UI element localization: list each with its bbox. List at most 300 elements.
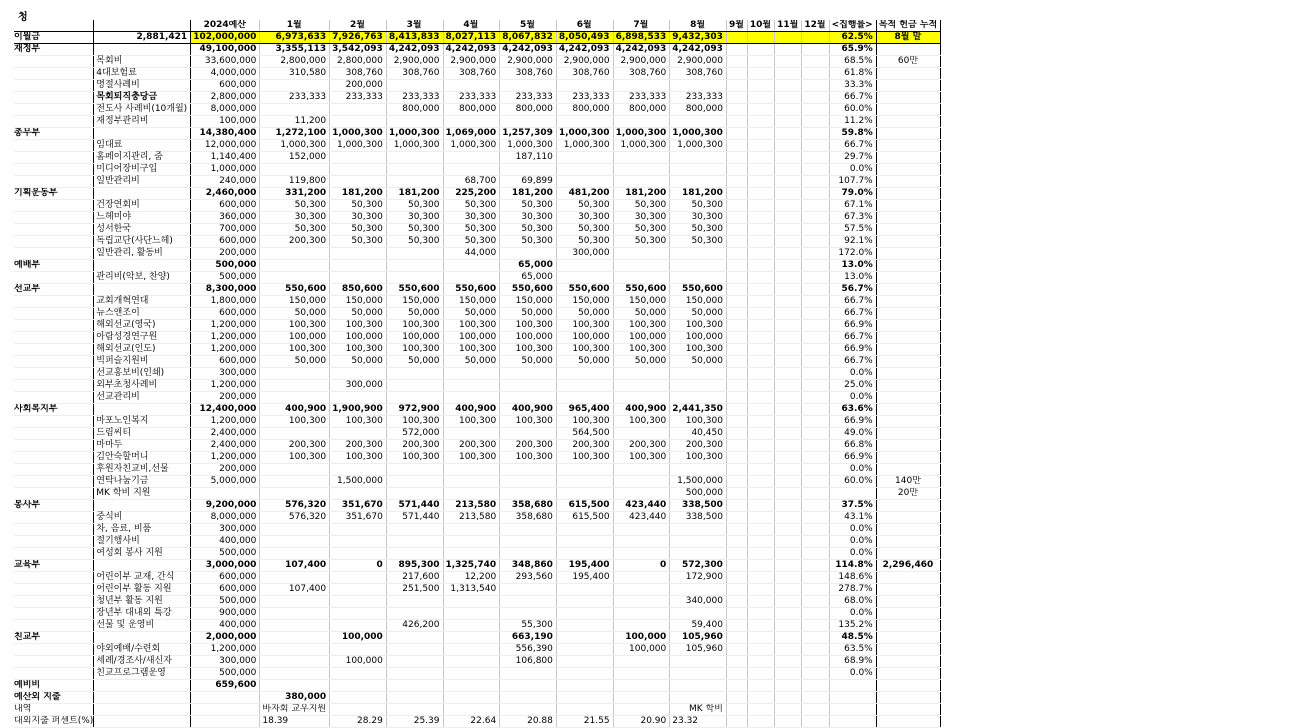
- value-cell[interactable]: [775, 476, 802, 488]
- value-cell[interactable]: [613, 668, 670, 680]
- value-cell[interactable]: [613, 368, 670, 380]
- value-cell[interactable]: 600,000: [191, 356, 260, 368]
- item-cell[interactable]: 목회퇴직충당금: [94, 92, 191, 104]
- value-cell[interactable]: [747, 44, 774, 56]
- value-cell[interactable]: [747, 644, 774, 656]
- value-cell[interactable]: 25.0%: [829, 380, 876, 392]
- value-cell[interactable]: 100,300: [556, 416, 613, 428]
- value-cell[interactable]: [443, 164, 500, 176]
- item-cell[interactable]: [94, 716, 191, 728]
- value-cell[interactable]: 172,900: [670, 572, 727, 584]
- value-cell[interactable]: [260, 392, 330, 404]
- value-cell[interactable]: 105,960: [670, 632, 727, 644]
- column-header[interactable]: 1월: [260, 20, 330, 32]
- value-cell[interactable]: 13.0%: [829, 260, 876, 272]
- value-cell[interactable]: [500, 488, 557, 500]
- value-cell[interactable]: [802, 248, 829, 260]
- value-cell[interactable]: 360,000: [191, 212, 260, 224]
- value-cell[interactable]: [613, 392, 670, 404]
- value-cell[interactable]: 181,200: [613, 188, 670, 200]
- value-cell[interactable]: 107,400: [260, 584, 330, 596]
- value-cell[interactable]: [556, 596, 613, 608]
- value-cell[interactable]: [876, 668, 940, 680]
- value-cell[interactable]: [775, 176, 802, 188]
- value-cell[interactable]: 600,000: [191, 308, 260, 320]
- item-cell[interactable]: 2,881,421: [94, 32, 191, 44]
- value-cell[interactable]: [775, 680, 802, 692]
- value-cell[interactable]: 233,333: [260, 92, 330, 104]
- value-cell[interactable]: 50,000: [330, 356, 387, 368]
- value-cell[interactable]: 50,300: [500, 224, 557, 236]
- item-cell[interactable]: 느헤미야: [94, 212, 191, 224]
- value-cell[interactable]: [747, 32, 774, 44]
- value-cell[interactable]: 200,000: [191, 392, 260, 404]
- value-cell[interactable]: [747, 608, 774, 620]
- value-cell[interactable]: [613, 80, 670, 92]
- value-cell[interactable]: [747, 68, 774, 80]
- value-cell[interactable]: 2,000,000: [191, 632, 260, 644]
- column-header[interactable]: 7월: [613, 20, 670, 32]
- value-cell[interactable]: 50,300: [500, 200, 557, 212]
- value-cell[interactable]: [829, 692, 876, 704]
- value-cell[interactable]: 200,000: [330, 80, 387, 92]
- value-cell[interactable]: 66.7%: [829, 308, 876, 320]
- value-cell[interactable]: [330, 536, 387, 548]
- value-cell[interactable]: [775, 320, 802, 332]
- value-cell[interactable]: 50,300: [613, 200, 670, 212]
- value-cell[interactable]: [775, 116, 802, 128]
- value-cell[interactable]: 600,000: [191, 584, 260, 596]
- value-cell[interactable]: 100,300: [330, 452, 387, 464]
- value-cell[interactable]: 233,333: [443, 92, 500, 104]
- value-cell[interactable]: [556, 380, 613, 392]
- value-cell[interactable]: 800,000: [613, 104, 670, 116]
- value-cell[interactable]: 50,000: [613, 308, 670, 320]
- value-cell[interactable]: 217,600: [386, 572, 443, 584]
- value-cell[interactable]: 33.3%: [829, 80, 876, 92]
- value-cell[interactable]: 7,926,763: [330, 32, 387, 44]
- value-cell[interactable]: [747, 680, 774, 692]
- value-cell[interactable]: [613, 488, 670, 500]
- value-cell[interactable]: [876, 284, 940, 296]
- value-cell[interactable]: [775, 524, 802, 536]
- value-cell[interactable]: [726, 668, 747, 680]
- value-cell[interactable]: [747, 260, 774, 272]
- value-cell[interactable]: [330, 692, 387, 704]
- department-cell[interactable]: [14, 116, 94, 128]
- value-cell[interactable]: 28.29: [330, 716, 387, 728]
- item-cell[interactable]: [94, 188, 191, 200]
- value-cell[interactable]: [747, 224, 774, 236]
- value-cell[interactable]: [500, 548, 557, 560]
- value-cell[interactable]: 140만: [876, 476, 940, 488]
- value-cell[interactable]: 22.64: [443, 716, 500, 728]
- value-cell[interactable]: [500, 596, 557, 608]
- value-cell[interactable]: 500,000: [670, 488, 727, 500]
- value-cell[interactable]: 195,400: [556, 572, 613, 584]
- value-cell[interactable]: 1,313,540: [443, 584, 500, 596]
- value-cell[interactable]: 895,300: [386, 560, 443, 572]
- value-cell[interactable]: [876, 104, 940, 116]
- value-cell[interactable]: [876, 464, 940, 476]
- value-cell[interactable]: 30,300: [670, 212, 727, 224]
- value-cell[interactable]: [556, 656, 613, 668]
- department-cell[interactable]: 예배부: [14, 260, 94, 272]
- value-cell[interactable]: [876, 536, 940, 548]
- value-cell[interactable]: 200,000: [191, 248, 260, 260]
- value-cell[interactable]: [876, 344, 940, 356]
- value-cell[interactable]: [876, 308, 940, 320]
- value-cell[interactable]: 150,000: [443, 296, 500, 308]
- value-cell[interactable]: [802, 80, 829, 92]
- value-cell[interactable]: 9,432,303: [670, 32, 727, 44]
- value-cell[interactable]: [726, 200, 747, 212]
- value-cell[interactable]: 100,300: [613, 320, 670, 332]
- value-cell[interactable]: 30,300: [556, 212, 613, 224]
- value-cell[interactable]: 50,300: [556, 236, 613, 248]
- value-cell[interactable]: 100,300: [500, 452, 557, 464]
- item-cell[interactable]: 여성회 봉사 지원: [94, 548, 191, 560]
- value-cell[interactable]: [726, 380, 747, 392]
- value-cell[interactable]: [613, 260, 670, 272]
- department-cell[interactable]: [14, 200, 94, 212]
- value-cell[interactable]: 6,973,633: [260, 32, 330, 44]
- value-cell[interactable]: 30,300: [443, 212, 500, 224]
- department-cell[interactable]: [14, 488, 94, 500]
- department-cell[interactable]: [14, 152, 94, 164]
- value-cell[interactable]: [775, 344, 802, 356]
- value-cell[interactable]: 66.7%: [829, 296, 876, 308]
- value-cell[interactable]: [802, 440, 829, 452]
- item-cell[interactable]: [94, 404, 191, 416]
- value-cell[interactable]: 105,960: [670, 644, 727, 656]
- value-cell[interactable]: [500, 536, 557, 548]
- value-cell[interactable]: 100,300: [443, 416, 500, 428]
- value-cell[interactable]: [443, 668, 500, 680]
- value-cell[interactable]: 1,000,000: [191, 164, 260, 176]
- value-cell[interactable]: [726, 632, 747, 644]
- value-cell[interactable]: 65.9%: [829, 44, 876, 56]
- department-cell[interactable]: 내역: [14, 704, 94, 716]
- value-cell[interactable]: [829, 680, 876, 692]
- value-cell[interactable]: [330, 368, 387, 380]
- value-cell[interactable]: [260, 608, 330, 620]
- value-cell[interactable]: [613, 272, 670, 284]
- value-cell[interactable]: 100,300: [443, 452, 500, 464]
- value-cell[interactable]: 50,000: [330, 308, 387, 320]
- value-cell[interactable]: 0.0%: [829, 164, 876, 176]
- item-cell[interactable]: 선교관리비: [94, 392, 191, 404]
- item-cell[interactable]: 뉴스앤조이: [94, 308, 191, 320]
- department-cell[interactable]: [14, 92, 94, 104]
- value-cell[interactable]: [747, 632, 774, 644]
- value-cell[interactable]: [747, 296, 774, 308]
- value-cell[interactable]: 600,000: [191, 200, 260, 212]
- value-cell[interactable]: [802, 368, 829, 380]
- value-cell[interactable]: [500, 248, 557, 260]
- column-header[interactable]: <집행률>: [829, 20, 876, 32]
- value-cell[interactable]: [802, 452, 829, 464]
- value-cell[interactable]: 500,000: [191, 596, 260, 608]
- value-cell[interactable]: [260, 632, 330, 644]
- value-cell[interactable]: [260, 572, 330, 584]
- value-cell[interactable]: [260, 368, 330, 380]
- value-cell[interactable]: MK 학비: [670, 704, 727, 716]
- value-cell[interactable]: [613, 656, 670, 668]
- value-cell[interactable]: [386, 392, 443, 404]
- value-cell[interactable]: 66.9%: [829, 344, 876, 356]
- value-cell[interactable]: [802, 548, 829, 560]
- value-cell[interactable]: [802, 128, 829, 140]
- value-cell[interactable]: [670, 248, 727, 260]
- value-cell[interactable]: [802, 404, 829, 416]
- value-cell[interactable]: 550,600: [500, 284, 557, 296]
- value-cell[interactable]: [775, 404, 802, 416]
- value-cell[interactable]: 2,800,000: [191, 92, 260, 104]
- value-cell[interactable]: [443, 620, 500, 632]
- value-cell[interactable]: 30,300: [330, 212, 387, 224]
- value-cell[interactable]: [556, 548, 613, 560]
- value-cell[interactable]: [670, 380, 727, 392]
- department-cell[interactable]: [14, 476, 94, 488]
- value-cell[interactable]: 3,542,093: [330, 44, 387, 56]
- value-cell[interactable]: 100,000: [500, 332, 557, 344]
- value-cell[interactable]: [443, 548, 500, 560]
- value-cell[interactable]: 1,000,300: [443, 140, 500, 152]
- value-cell[interactable]: [500, 668, 557, 680]
- value-cell[interactable]: 550,600: [443, 284, 500, 296]
- value-cell[interactable]: [556, 692, 613, 704]
- value-cell[interactable]: [443, 80, 500, 92]
- value-cell[interactable]: [726, 608, 747, 620]
- value-cell[interactable]: 240,000: [191, 176, 260, 188]
- value-cell[interactable]: [775, 140, 802, 152]
- value-cell[interactable]: [386, 548, 443, 560]
- value-cell[interactable]: 400,900: [500, 404, 557, 416]
- value-cell[interactable]: 100,300: [386, 344, 443, 356]
- value-cell[interactable]: [500, 380, 557, 392]
- value-cell[interactable]: [726, 164, 747, 176]
- value-cell[interactable]: 0: [613, 560, 670, 572]
- value-cell[interactable]: [613, 464, 670, 476]
- value-cell[interactable]: [386, 680, 443, 692]
- value-cell[interactable]: 358,680: [500, 500, 557, 512]
- value-cell[interactable]: 65,000: [500, 260, 557, 272]
- item-cell[interactable]: 교회개혁연대: [94, 296, 191, 308]
- value-cell[interactable]: [876, 596, 940, 608]
- value-cell[interactable]: [386, 248, 443, 260]
- value-cell[interactable]: [876, 332, 940, 344]
- column-header[interactable]: 5월: [500, 20, 557, 32]
- department-cell[interactable]: [14, 344, 94, 356]
- value-cell[interactable]: [802, 680, 829, 692]
- value-cell[interactable]: [775, 80, 802, 92]
- value-cell[interactable]: 40,450: [670, 428, 727, 440]
- item-cell[interactable]: 홈페이지관리, 줌: [94, 152, 191, 164]
- value-cell[interactable]: [876, 704, 940, 716]
- value-cell[interactable]: [443, 608, 500, 620]
- value-cell[interactable]: [747, 488, 774, 500]
- value-cell[interactable]: [876, 80, 940, 92]
- value-cell[interactable]: [876, 260, 940, 272]
- value-cell[interactable]: 60.0%: [829, 104, 876, 116]
- value-cell[interactable]: 107,400: [260, 560, 330, 572]
- value-cell[interactable]: [726, 716, 747, 728]
- value-cell[interactable]: [386, 164, 443, 176]
- value-cell[interactable]: [876, 368, 940, 380]
- item-cell[interactable]: 중식비: [94, 512, 191, 524]
- item-cell[interactable]: 성서한국: [94, 224, 191, 236]
- value-cell[interactable]: [775, 608, 802, 620]
- value-cell[interactable]: 5,000,000: [191, 476, 260, 488]
- value-cell[interactable]: 66.7%: [829, 140, 876, 152]
- value-cell[interactable]: [747, 176, 774, 188]
- item-cell[interactable]: 4대보험료: [94, 68, 191, 80]
- value-cell[interactable]: [443, 692, 500, 704]
- value-cell[interactable]: 1,000,300: [330, 140, 387, 152]
- value-cell[interactable]: 200,300: [613, 440, 670, 452]
- value-cell[interactable]: [775, 392, 802, 404]
- value-cell[interactable]: 30,300: [500, 212, 557, 224]
- value-cell[interactable]: 50,300: [556, 200, 613, 212]
- department-cell[interactable]: [14, 668, 94, 680]
- item-cell[interactable]: [94, 260, 191, 272]
- value-cell[interactable]: [775, 644, 802, 656]
- value-cell[interactable]: [747, 284, 774, 296]
- value-cell[interactable]: 100,300: [330, 416, 387, 428]
- value-cell[interactable]: 0.0%: [829, 536, 876, 548]
- value-cell[interactable]: 2,296,460: [876, 560, 940, 572]
- value-cell[interactable]: 100,300: [330, 344, 387, 356]
- department-cell[interactable]: [14, 524, 94, 536]
- value-cell[interactable]: 100,300: [556, 344, 613, 356]
- value-cell[interactable]: [802, 344, 829, 356]
- item-cell[interactable]: [94, 560, 191, 572]
- value-cell[interactable]: [747, 512, 774, 524]
- value-cell[interactable]: [260, 476, 330, 488]
- value-cell[interactable]: 100,300: [443, 344, 500, 356]
- value-cell[interactable]: 6,898,533: [613, 32, 670, 44]
- value-cell[interactable]: 0.0%: [829, 392, 876, 404]
- column-header[interactable]: 11월: [775, 20, 802, 32]
- value-cell[interactable]: 150,000: [260, 296, 330, 308]
- value-cell[interactable]: [443, 644, 500, 656]
- value-cell[interactable]: [670, 464, 727, 476]
- value-cell[interactable]: 135.2%: [829, 620, 876, 632]
- value-cell[interactable]: [775, 488, 802, 500]
- value-cell[interactable]: 1,000,300: [670, 140, 727, 152]
- value-cell[interactable]: 11.2%: [829, 116, 876, 128]
- value-cell[interactable]: 4,242,093: [613, 44, 670, 56]
- value-cell[interactable]: [876, 548, 940, 560]
- value-cell[interactable]: 576,320: [260, 512, 330, 524]
- department-cell[interactable]: 교육부: [14, 560, 94, 572]
- value-cell[interactable]: 8,413,833: [386, 32, 443, 44]
- value-cell[interactable]: [670, 692, 727, 704]
- value-cell[interactable]: 0.0%: [829, 464, 876, 476]
- value-cell[interactable]: [500, 608, 557, 620]
- value-cell[interactable]: 351,670: [330, 512, 387, 524]
- value-cell[interactable]: 50,300: [330, 236, 387, 248]
- value-cell[interactable]: 50,300: [386, 200, 443, 212]
- value-cell[interactable]: 1,325,740: [443, 560, 500, 572]
- value-cell[interactable]: [747, 404, 774, 416]
- value-cell[interactable]: [802, 416, 829, 428]
- item-cell[interactable]: 어린이부 활동 지원: [94, 584, 191, 596]
- value-cell[interactable]: [330, 488, 387, 500]
- item-cell[interactable]: 마포노인복지: [94, 416, 191, 428]
- value-cell[interactable]: 50,300: [613, 224, 670, 236]
- value-cell[interactable]: 900,000: [191, 608, 260, 620]
- value-cell[interactable]: [260, 644, 330, 656]
- value-cell[interactable]: 663,190: [500, 632, 557, 644]
- value-cell[interactable]: 2,900,000: [500, 56, 557, 68]
- value-cell[interactable]: 1,000,300: [613, 140, 670, 152]
- value-cell[interactable]: [726, 68, 747, 80]
- value-cell[interactable]: [556, 704, 613, 716]
- value-cell[interactable]: [747, 356, 774, 368]
- value-cell[interactable]: [829, 704, 876, 716]
- value-cell[interactable]: [876, 248, 940, 260]
- department-cell[interactable]: [14, 380, 94, 392]
- value-cell[interactable]: [670, 164, 727, 176]
- value-cell[interactable]: [802, 608, 829, 620]
- value-cell[interactable]: [260, 536, 330, 548]
- value-cell[interactable]: [775, 536, 802, 548]
- value-cell[interactable]: 50,000: [386, 356, 443, 368]
- value-cell[interactable]: [726, 212, 747, 224]
- value-cell[interactable]: 13.0%: [829, 272, 876, 284]
- item-cell[interactable]: [94, 704, 191, 716]
- value-cell[interactable]: [876, 200, 940, 212]
- value-cell[interactable]: [613, 692, 670, 704]
- value-cell[interactable]: [876, 320, 940, 332]
- item-cell[interactable]: 임대료: [94, 140, 191, 152]
- value-cell[interactable]: 102,000,000: [191, 32, 260, 44]
- department-cell[interactable]: [14, 572, 94, 584]
- department-cell[interactable]: [14, 140, 94, 152]
- value-cell[interactable]: 4,242,093: [556, 44, 613, 56]
- value-cell[interactable]: [330, 260, 387, 272]
- value-cell[interactable]: 107.7%: [829, 176, 876, 188]
- value-cell[interactable]: [876, 584, 940, 596]
- value-cell[interactable]: [726, 548, 747, 560]
- department-cell[interactable]: [14, 464, 94, 476]
- value-cell[interactable]: [556, 272, 613, 284]
- department-cell[interactable]: [14, 356, 94, 368]
- value-cell[interactable]: [443, 632, 500, 644]
- value-cell[interactable]: [775, 428, 802, 440]
- department-cell[interactable]: [14, 512, 94, 524]
- value-cell[interactable]: 8,300,000: [191, 284, 260, 296]
- value-cell[interactable]: 0.0%: [829, 668, 876, 680]
- value-cell[interactable]: [613, 476, 670, 488]
- value-cell[interactable]: 481,200: [556, 188, 613, 200]
- value-cell[interactable]: 572,300: [670, 560, 727, 572]
- value-cell[interactable]: [876, 416, 940, 428]
- item-cell[interactable]: 어린이부 교재, 간식: [94, 572, 191, 584]
- item-cell[interactable]: [94, 680, 191, 692]
- value-cell[interactable]: 213,580: [443, 512, 500, 524]
- value-cell[interactable]: [670, 368, 727, 380]
- value-cell[interactable]: 2,460,000: [191, 188, 260, 200]
- item-cell[interactable]: [94, 128, 191, 140]
- value-cell[interactable]: [443, 704, 500, 716]
- value-cell[interactable]: [747, 584, 774, 596]
- value-cell[interactable]: [191, 488, 260, 500]
- column-header[interactable]: 4월: [443, 20, 500, 32]
- value-cell[interactable]: [802, 212, 829, 224]
